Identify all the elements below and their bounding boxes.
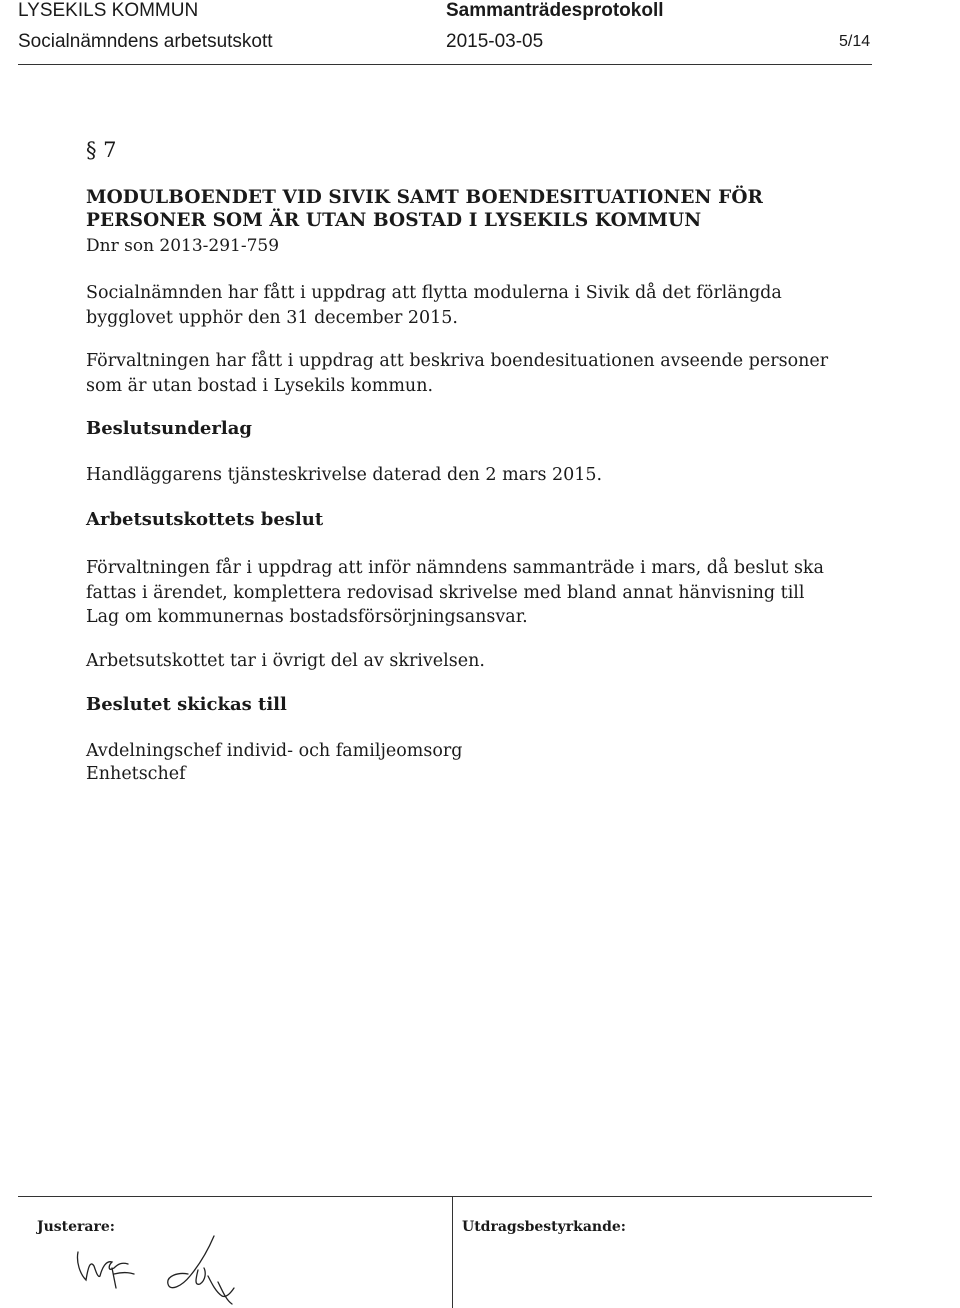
basis-heading: Beslutsunderlag — [86, 418, 252, 439]
signature-initials-1 — [72, 1238, 152, 1294]
section-number: § 7 — [86, 138, 117, 162]
meeting-date: 2015-03-05 — [446, 31, 544, 52]
basis-text: Handläggarens tjänsteskrivelse daterad den 2 mars 2015. — [86, 465, 603, 485]
signature-initials-2 — [160, 1232, 250, 1308]
header-divider — [18, 64, 872, 65]
adjuster-label: Justerare: — [37, 1219, 115, 1235]
paragraph-housing-situation: Förvaltningen har fått i uppdrag att beskriva boendesituationen avseende personer som är utan bostad i Lysekils kommun. — [86, 351, 829, 396]
diary-number: Dnr son 2013-291-759 — [86, 236, 280, 256]
decision-heading: Arbetsutskottets beslut — [86, 509, 324, 530]
page-number: 5/14 — [839, 33, 871, 50]
footer-column-divider — [452, 1196, 453, 1308]
decision-text: Förvaltningen får i uppdrag att inför nämndens sammanträde i mars, då beslut ska fattas i ärendet, komplettera redovisad skrivelse med bland annat hänvisning till Lag om kommunernas bostadsförsörjningsansvar. — [86, 558, 824, 627]
certification-label: Utdragsbestyrkande: — [462, 1219, 626, 1235]
recipient-item: Enhetschef — [86, 764, 186, 784]
document-type: Sammanträdesprotokoll — [446, 0, 664, 21]
decision-text-secondary: Arbetsutskottet tar i övrigt del av skrivelsen. — [86, 651, 485, 671]
paragraph-relocation: Socialnämnden har fått i uppdrag att flytta modulerna i Sivik då det förlängda bygglovet upphör den 31 december 2015. — [86, 283, 782, 328]
committee-name: Socialnämndens arbetsutskott — [18, 31, 273, 52]
recipient-item: Avdelningschef individ- och familjeomsorg — [86, 741, 463, 761]
footer-divider — [18, 1196, 872, 1197]
sent-to-heading: Beslutet skickas till — [86, 694, 287, 715]
section-title: MODULBOENDET VID SIVIK SAMT BOENDESITUATIONEN FÖR PERSONER SOM ÄR UTAN BOSTAD I LYSEKILS KOMMUN — [86, 187, 764, 231]
organization-name: LYSEKILS KOMMUN — [18, 0, 199, 21]
